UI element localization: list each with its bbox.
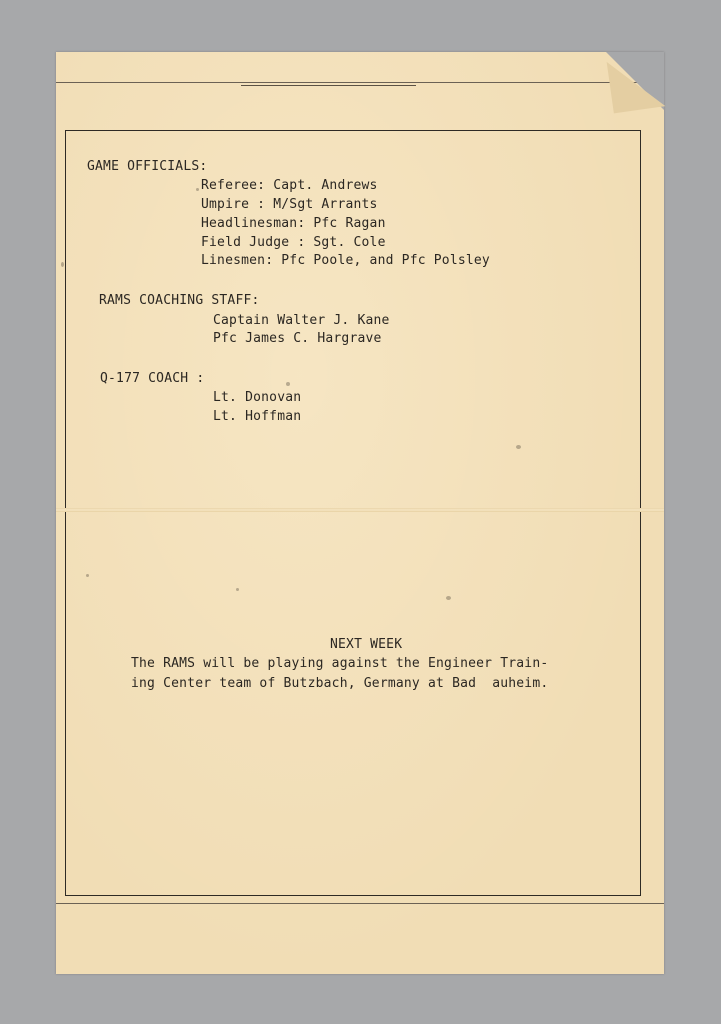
ink-speck <box>196 188 199 191</box>
umpire-line: Umpire : M/Sgt Arrants <box>201 197 378 212</box>
next-week-line-2: ing Center team of Butzbach, Germany at Bad auheim. <box>131 676 549 691</box>
q177-coach-hoffman: Lt. Hoffman <box>213 409 302 424</box>
ink-speck <box>516 445 521 449</box>
rams-staff-heading: RAMS COACHING STAFF: <box>99 293 260 308</box>
rams-coach-kane: Captain Walter J. Kane <box>213 313 390 328</box>
paper-crease <box>56 508 664 512</box>
game-officials-heading: GAME OFFICIALS: <box>87 159 208 174</box>
field-judge-line: Field Judge : Sgt. Cole <box>201 235 386 250</box>
q177-coach-donovan: Lt. Donovan <box>213 390 302 405</box>
ink-speck <box>286 382 290 386</box>
next-week-heading: NEXT WEEK <box>330 637 403 652</box>
header-rule <box>56 82 664 83</box>
footer-rule <box>56 903 664 904</box>
next-week-line-1: The RAMS will be playing against the Engineer Train- <box>131 656 549 671</box>
ink-speck <box>86 574 89 577</box>
ink-speck <box>61 262 64 267</box>
referee-line: Referee: Capt. Andrews <box>201 178 378 193</box>
rams-coach-hargrave: Pfc James C. Hargrave <box>213 331 382 346</box>
ink-speck <box>236 588 239 591</box>
ink-speck <box>446 596 451 600</box>
q177-coach-heading: Q-177 COACH : <box>100 371 205 386</box>
linesmen-line: Linesmen: Pfc Poole, and Pfc Polsley <box>201 253 490 268</box>
folded-corner-flap <box>607 55 666 114</box>
headlinesman-line: Headlinesman: Pfc Ragan <box>201 216 386 231</box>
typed-document-page <box>56 52 664 974</box>
top-rule <box>241 85 416 86</box>
